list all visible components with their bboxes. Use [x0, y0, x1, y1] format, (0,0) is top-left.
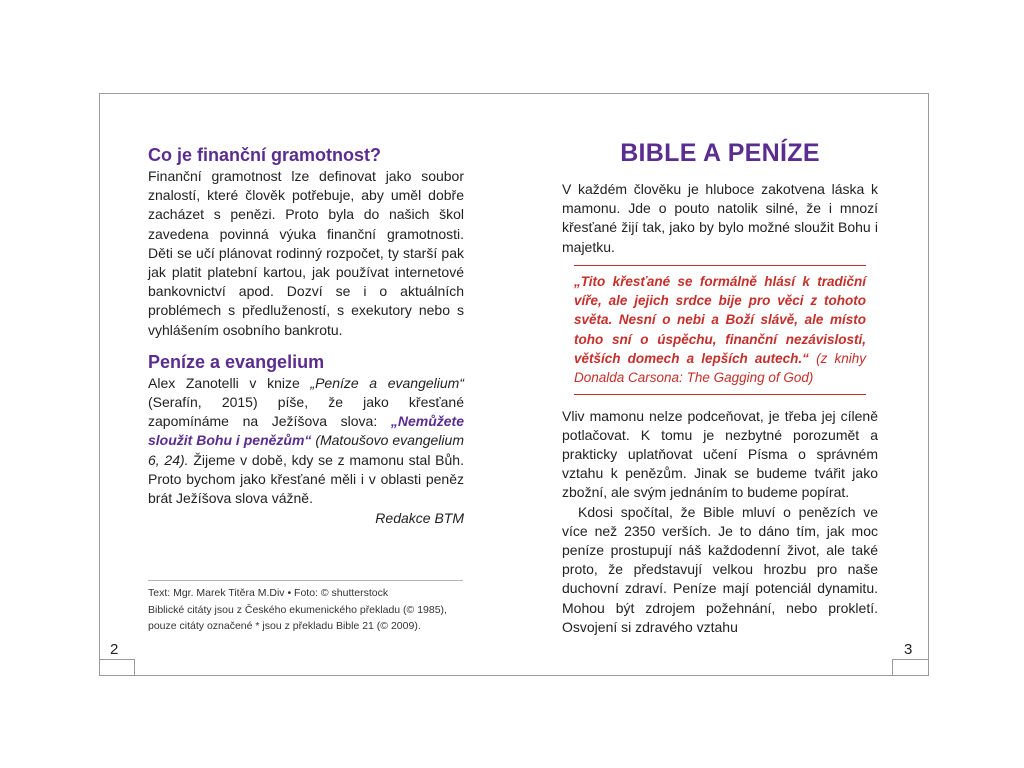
paragraph-text-part: Alex Zanotelli v knize	[148, 374, 311, 391]
right-folio-box	[892, 659, 928, 676]
bible-reference: (Matoušovo evangelium 6, 24).	[148, 432, 464, 468]
article-title: BIBLE A PENÍZE	[620, 139, 820, 167]
paragraph-text-part: Žijeme v době, kdy se z mamonu stal Bůh. Proto bychom jako křesťané měli i v oblasti peněz brát Ježíšova slova vážně.	[148, 451, 464, 507]
credits-line: Biblické citáty jsou z Českého ekumenického překladu (© 1985),	[148, 603, 447, 616]
left-page-number: 2	[110, 641, 119, 658]
credits-line: Text: Mgr. Marek Titěra M.Div • Foto: © shutterstock	[148, 587, 389, 599]
spread-bottom-rule	[99, 675, 928, 676]
left-page-column	[148, 143, 464, 526]
left-folio-box	[99, 659, 135, 676]
body-paragraph-1: Vliv mamonu nelze podceňovat, je třeba jej cíleně potlačovat. K tomu je nezbytné porozumět a prakticky uplatňovat učení Písma o správném vztahu k penězům. Jinak se budeme tvářit jako zbožní, ale svým jednáním to budeme popírat.	[562, 407, 878, 501]
editorial-signature: Redakce BTM	[375, 510, 464, 527]
financial-literacy-heading: Co je finanční gramotnost?	[148, 145, 382, 165]
credits-rule	[148, 580, 463, 581]
credits-line: pouze citáty označené * jsou z překladu Bible 21 (© 2009).	[148, 620, 421, 632]
credits-block	[148, 585, 478, 635]
pull-quote-text	[574, 272, 866, 388]
book-title: „Peníze a evangelium“	[310, 374, 464, 391]
body-paragraph-2: Kdosi spočítal, že Bible mluví o penězích ve více než 2350 verších. Je to dáno tím, jak moc peníze prostupují náš každodenní život, ale také proto, že představují velkou hrozbu pro naše duchovní zdraví. Peníze mají potenciál dynamitu. Mohou být zdrojem požehnání, nebo prokletí. Osvojení si zdravého vztahu	[562, 503, 878, 635]
bible-quote: „Nemůžete sloužit Bohu i penězům“	[148, 413, 464, 449]
money-gospel-paragraph	[148, 374, 464, 508]
financial-literacy-paragraph: Finanční gramotnost lze definovat jako soubor znalostí, které člověk potřebuje, aby uměl dobře zacházet s penězi. Proto byla do našich škol zavedena povinná výuka finanční gramotnosti. Děti se učí plánovat rodinný rozpočet, ty starší pak jak platit platební kartou, jak používat internetové bankovnictví apod. Dozví se i o aktuálních problémech s předlužeností, s exekutory nebo s vyhlášením osobního bankrotu.	[148, 168, 464, 338]
money-gospel-heading: Peníze a evangelium	[148, 351, 325, 372]
right-page-number: 3	[904, 641, 913, 658]
pull-quote-main: „Tito křesťané se formálně hlásí k tradiční víře, ale jejich srdce bije pro věci z tohoto světa. Nesní o nebi a Boží slávě, ale místo toho sní o úspěchu, finanční nezávislosti, větších domech a lepších autech.“	[574, 273, 866, 366]
paragraph-text-part: (Serafín, 2015) píše, že jako křesťané zapomínáme na Ježíšova slova:	[148, 394, 464, 430]
pull-quote-source: (z knihy Donalda Carsona: The Gagging of God)	[574, 351, 867, 386]
right-page-column	[562, 136, 878, 637]
pull-quote	[574, 265, 866, 395]
intro-paragraph: V každém člověku je hluboce zakotvena láska k mamonu. Jde o pouto natolik silné, že i mnozí křesťané žijí tak, jako by bylo možné sloužit Bohu i majetku.	[562, 181, 878, 255]
